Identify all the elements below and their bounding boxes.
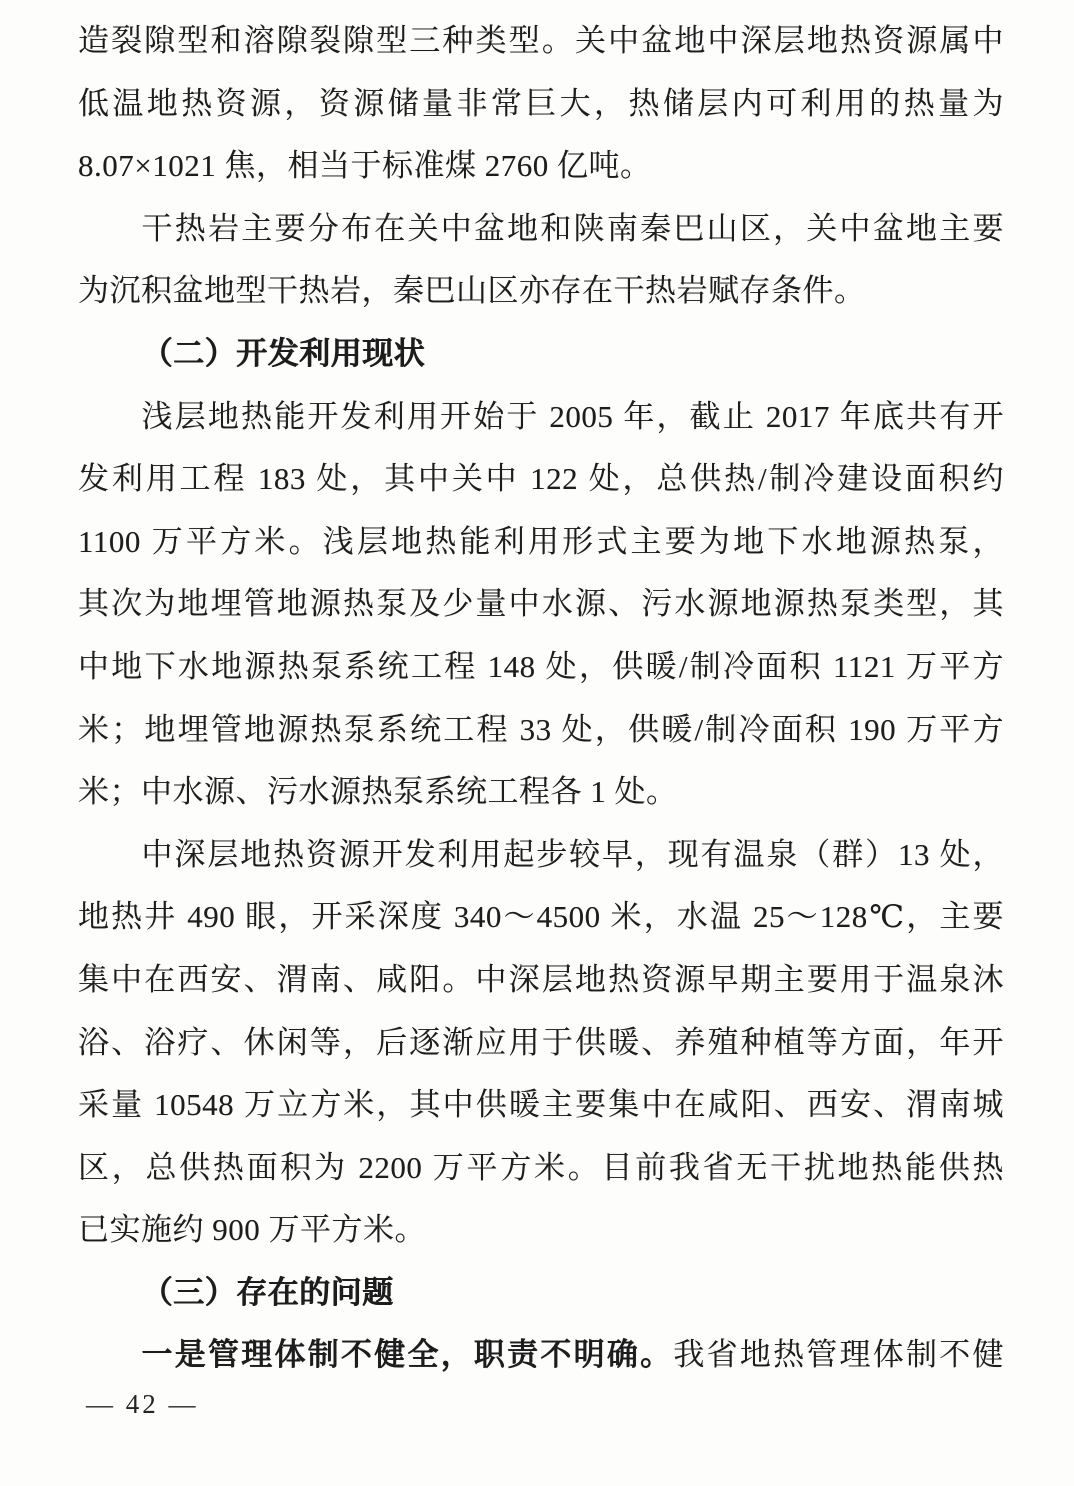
line-text: 浴、浴疗、休闲等，后逐渐应用于供暖、养殖种植等方面，年开 bbox=[78, 1024, 1004, 1060]
line-text: 1100 万平方米。浅层地热能利用形式主要为地下水地源热泵， bbox=[78, 523, 1004, 559]
line-text: 采量 10548 万立方米，其中供暖主要集中在咸阳、西安、渭南城 bbox=[78, 1087, 1004, 1123]
heading-text: （二）开发利用现状 bbox=[141, 335, 426, 371]
line-text: 干热岩主要分布在关中盆地和陕南秦巴山区，关中盆地主要 bbox=[141, 210, 1004, 246]
text-line bbox=[78, 1012, 1004, 1075]
text-line bbox=[78, 73, 1004, 136]
heading-text: （三）存在的问题 bbox=[141, 1274, 394, 1310]
document-body bbox=[78, 10, 1004, 1387]
line-text: 为沉积盆地型干热岩，秦巴山区亦存在干热岩赋存条件。 bbox=[78, 273, 866, 309]
text-line bbox=[78, 386, 1004, 449]
line-text: 区，总供热面积为 2200 万平方米。目前我省无干扰地热能供热 bbox=[78, 1149, 1004, 1185]
section-heading bbox=[78, 1262, 1004, 1325]
text-line bbox=[78, 198, 1004, 261]
line-text: 米；地埋管地源热泵系统工程 33 处，供暖/制冷面积 190 万平方 bbox=[78, 711, 1004, 747]
line-text: 中地下水地源热泵系统工程 148 处，供暖/制冷面积 1121 万平方 bbox=[78, 648, 1004, 684]
line-text: 地热井 490 眼，开采深度 340～4500 米，水温 25～128℃，主要 bbox=[78, 899, 1004, 935]
text-line bbox=[78, 260, 1004, 323]
text-line bbox=[78, 1324, 1004, 1387]
line-text: 其次为地埋管地源热泵及少量中水源、污水源地源热泵类型，其 bbox=[78, 586, 1004, 622]
line-text: 中深层地热资源开发利用起步较早，现有温泉（群）13 处， bbox=[141, 836, 1004, 872]
section-heading bbox=[78, 323, 1004, 386]
line-text: 低温地热资源，资源储量非常巨大，热储层内可利用的热量为 bbox=[78, 85, 1004, 121]
text-line bbox=[78, 761, 1004, 824]
page-number: — 42 — bbox=[86, 1389, 199, 1419]
line-text: 造裂隙型和溶隙裂隙型三种类型。关中盆地中深层地热资源属中 bbox=[78, 23, 1004, 58]
line-text: 发利用工程 183 处，其中关中 122 处，总供热/制冷建设面积约 bbox=[78, 461, 1004, 497]
line-text: 集中在西安、渭南、咸阳。中深层地热资源早期主要用于温泉沐 bbox=[78, 961, 1004, 997]
text-line bbox=[78, 511, 1004, 574]
text-line bbox=[78, 699, 1004, 762]
line-text: 浅层地热能开发利用开始于 2005 年，截止 2017 年底共有开 bbox=[141, 398, 1004, 434]
line-text: 米；中水源、污水源热泵系统工程各 1 处。 bbox=[78, 774, 678, 810]
text-line bbox=[78, 886, 1004, 949]
text-line bbox=[78, 1199, 1004, 1262]
text-line bbox=[78, 573, 1004, 636]
text-line bbox=[78, 824, 1004, 887]
text-line bbox=[78, 636, 1004, 699]
line-text: 8.07×1021 焦，相当于标准煤 2760 亿吨。 bbox=[78, 148, 652, 184]
text-line bbox=[78, 448, 1004, 511]
text-line bbox=[78, 1137, 1004, 1200]
line-bold-text: 一是管理体制不健全，职责不明确。 bbox=[141, 1337, 674, 1373]
text-line bbox=[78, 10, 1004, 73]
line-text: 已实施约 900 万平方米。 bbox=[78, 1212, 426, 1248]
text-line bbox=[78, 949, 1004, 1012]
text-line bbox=[78, 135, 1004, 198]
line-text: 我省地热管理体制不健 bbox=[673, 1337, 1005, 1373]
text-line bbox=[78, 1074, 1004, 1137]
